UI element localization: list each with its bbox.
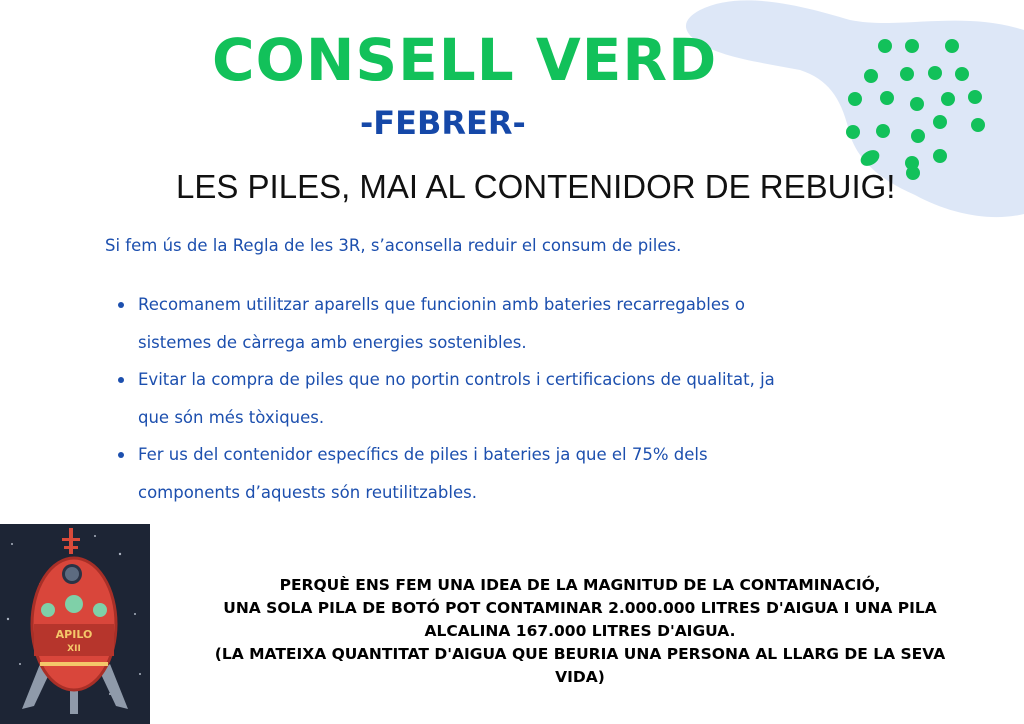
month-subtitle: -FEBRER-: [360, 104, 526, 142]
svg-text:APILO: APILO: [55, 628, 93, 641]
fact-line: PERQUÈ ENS FEM UNA IDEA DE LA MAGNITUD DE LA CONTAMINACIÓ,: [279, 576, 881, 594]
list-item-text: Recomanem utilitzar aparells que funcionin amb bateries recarregables o sistemes de càrrega amb energies sostenibles.: [138, 295, 745, 352]
list-item: [118, 436, 908, 511]
list-item: [118, 361, 908, 436]
fact-line: ALCALINA 167.000 LITRES D'AIGUA.: [424, 622, 736, 640]
bullet-dot-icon: [118, 452, 124, 458]
rocket-illustration: [0, 524, 150, 724]
intro-text: Si fem ús de la Regla de les 3R, s’aconsella reduir el consum de piles.: [105, 236, 682, 255]
headline: LES PILES, MAI AL CONTENIDOR DE REBUIG!: [176, 168, 896, 205]
bullet-dot-icon: [118, 302, 124, 308]
svg-text:XII: XII: [67, 644, 81, 654]
contamination-fact: [180, 574, 980, 689]
fact-line: UNA SOLA PILA DE BOTÓ POT CONTAMINAR 2.000.000 LITRES D'AIGUA I UNA PILA: [223, 599, 937, 617]
page-title: CONSELL VERD: [212, 26, 718, 94]
fact-line: (LA MATEIXA QUANTITAT D'AIGUA QUE BEURIA UNA PERSONA AL LLARG DE LA SEVA: [214, 645, 946, 663]
recommendations-list: [118, 286, 908, 511]
bullet-dot-icon: [118, 377, 124, 383]
list-item: [118, 286, 908, 361]
rocket-icon: [0, 524, 150, 724]
list-item-text: Evitar la compra de piles que no portin controls i certificacions de qualitat, ja que són més tòxiques.: [138, 370, 775, 427]
list-item-text: Fer us del contenidor específics de piles i bateries ja que el 75% dels components d’aquests són reutilitzables.: [138, 445, 708, 502]
fact-line: VIDA): [555, 668, 605, 686]
